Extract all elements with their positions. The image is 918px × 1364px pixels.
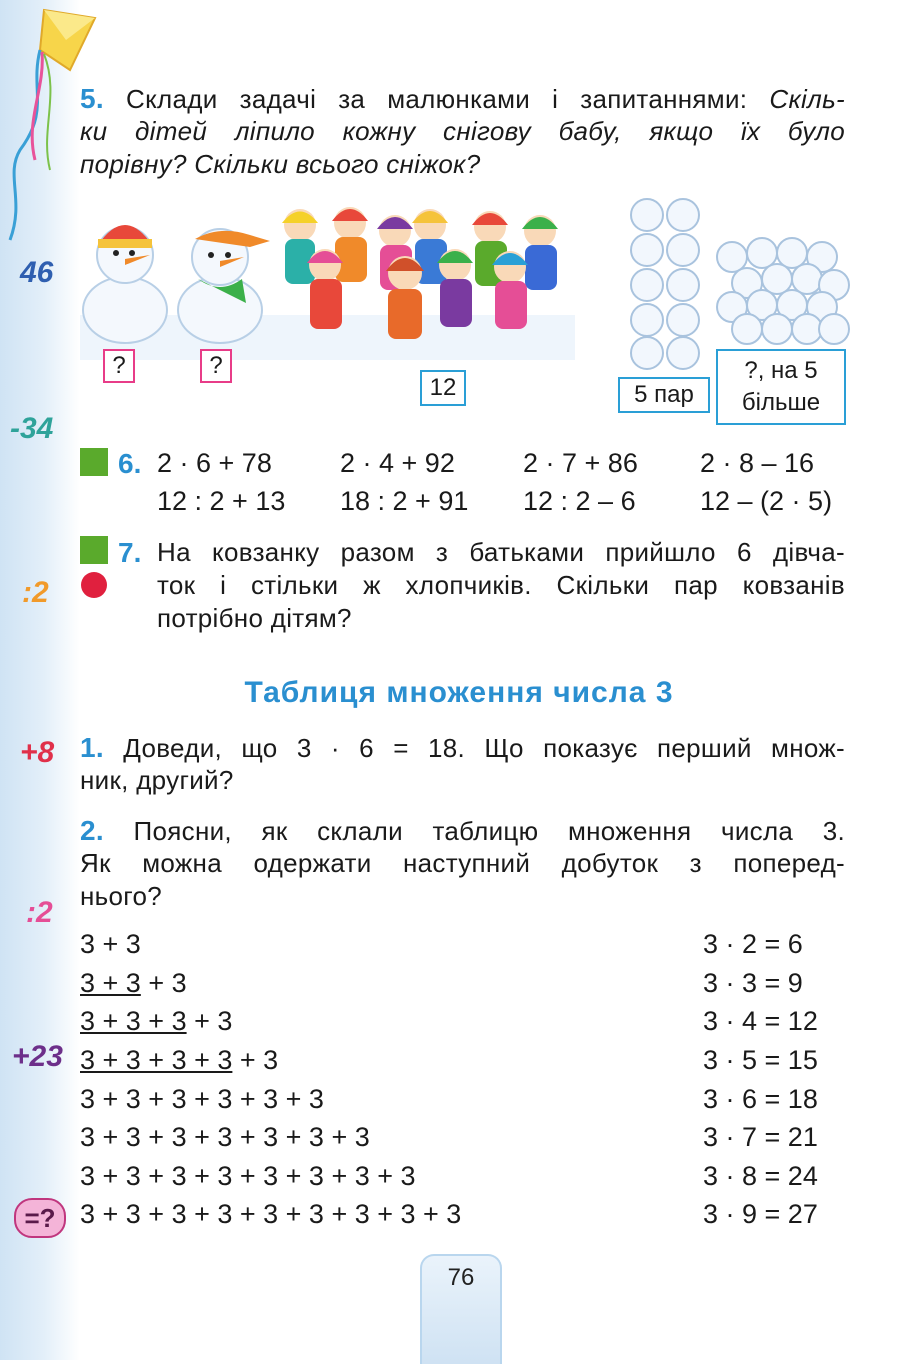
snowman1-question-box: ? [103, 349, 135, 383]
task6-number: 6. [118, 448, 142, 479]
snowman-1-icon [83, 225, 167, 343]
page-number: 76 [447, 1264, 475, 1291]
margin-mark-div2-b: :2 [26, 896, 53, 929]
page-number-tab [420, 1254, 502, 1364]
table-result: 3 · 4 = 12 [703, 1006, 818, 1036]
table-result: 3 · 7 = 21 [703, 1122, 818, 1152]
table-result: 3 · 8 = 24 [703, 1161, 818, 1191]
task7-red-circle [81, 572, 107, 598]
task6-expr-r2c4: 12 – (2 · 5) [700, 486, 833, 516]
snowball-more-box: ?, на 5 більше [716, 349, 846, 425]
task6-expr-r1c4: 2 · 8 – 16 [700, 448, 815, 478]
table-result: 3 · 3 = 9 [703, 968, 803, 998]
task6-expr-r2c2: 18 : 2 + 91 [340, 486, 469, 516]
task7-green-square [80, 536, 108, 564]
task6-expr-r2c3: 12 : 2 – 6 [523, 486, 636, 516]
table-result: 3 · 5 = 15 [703, 1045, 818, 1075]
ex1-number: 1. [80, 732, 104, 763]
snowball-pairs-icon [631, 199, 699, 369]
margin-mark-minus34: -34 [10, 412, 54, 445]
table-row: 3 + 3 + 3 + 3 + 3 + 3 + 3 + 3 [80, 1161, 416, 1191]
margin-mark-plus8: +8 [20, 736, 55, 769]
table-row: 3 + 3 + 3 + 3 + 3 + 3 [80, 1084, 324, 1114]
margin-mark-46: 46 [20, 256, 54, 289]
snowballs-illustration [620, 195, 850, 370]
ex2-line3: нього? [80, 881, 162, 911]
ex2-line1: 2. Поясни, як склали таблицю множення числа 3. [80, 815, 846, 846]
task5-line1: 5. Склади задачі за малюнками і запитаннями: Скіль- [80, 83, 845, 114]
table-row: 3 + 3 + 3 + 3 + 3 [80, 1045, 279, 1075]
section-heading: Таблиця множення числа 3 [244, 676, 674, 709]
ex1-line1: 1. Доведи, що 3 · 6 = 18. Що показує перший множ- [80, 732, 845, 763]
table-result: 3 · 6 = 18 [703, 1084, 818, 1114]
margin-mark-div2: :2 [22, 576, 49, 609]
snowman-2-icon [178, 229, 270, 343]
task7-number: 7. [118, 537, 142, 568]
table-row: 3 + 3 + 3 + 3 + 3 + 3 + 3 + 3 + 3 [80, 1199, 462, 1229]
task5-line2: ки дітей ліпило кожну снігову бабу, якщо їх було [80, 116, 845, 146]
snowball-pile-icon [717, 238, 849, 344]
ex2-line2: Як можна одержати наступний добуток з поперед- [80, 848, 845, 878]
table-result: 3 · 9 = 27 [703, 1199, 818, 1229]
ex1-line2: ник, другий? [80, 765, 234, 795]
table-row: 3 + 3 [80, 929, 141, 959]
task6-expr-r2c1: 12 : 2 + 13 [157, 486, 286, 516]
table-result: 3 · 2 = 6 [703, 929, 803, 959]
task6-expr-r1c2: 2 · 4 + 92 [340, 448, 455, 478]
table-row: 3 + 3 + 3 [80, 968, 187, 998]
table-row: 3 + 3 + 3 + 3 [80, 1006, 233, 1036]
question-badge: =? [14, 1198, 66, 1238]
snowball-pairs-box: 5 пар [618, 377, 710, 413]
children-group-icon [282, 207, 558, 339]
task7-line2: ток і стільки ж хлопчиків. Скільки пар ковзанів [157, 570, 845, 600]
task6-expr-r1c1: 2 · 6 + 78 [157, 448, 272, 478]
ex2-number: 2. [80, 815, 104, 846]
task6-green-square [80, 448, 108, 476]
task7-line3: потрібно дітям? [157, 603, 352, 633]
task5-number: 5. [80, 83, 104, 114]
winter-illustration [80, 195, 575, 370]
margin-mark-plus23: +23 [12, 1040, 63, 1073]
table-row: 3 + 3 + 3 + 3 + 3 + 3 + 3 [80, 1122, 370, 1152]
task7-line1: На ковзанку разом з батьками прийшло 6 дівча- [157, 537, 845, 567]
task5-line3: порівну? Скільки всього сніжок? [80, 149, 481, 179]
snowman2-question-box: ? [200, 349, 232, 383]
children-count-box: 12 [420, 370, 466, 406]
task6-expr-r1c3: 2 · 7 + 86 [523, 448, 638, 478]
